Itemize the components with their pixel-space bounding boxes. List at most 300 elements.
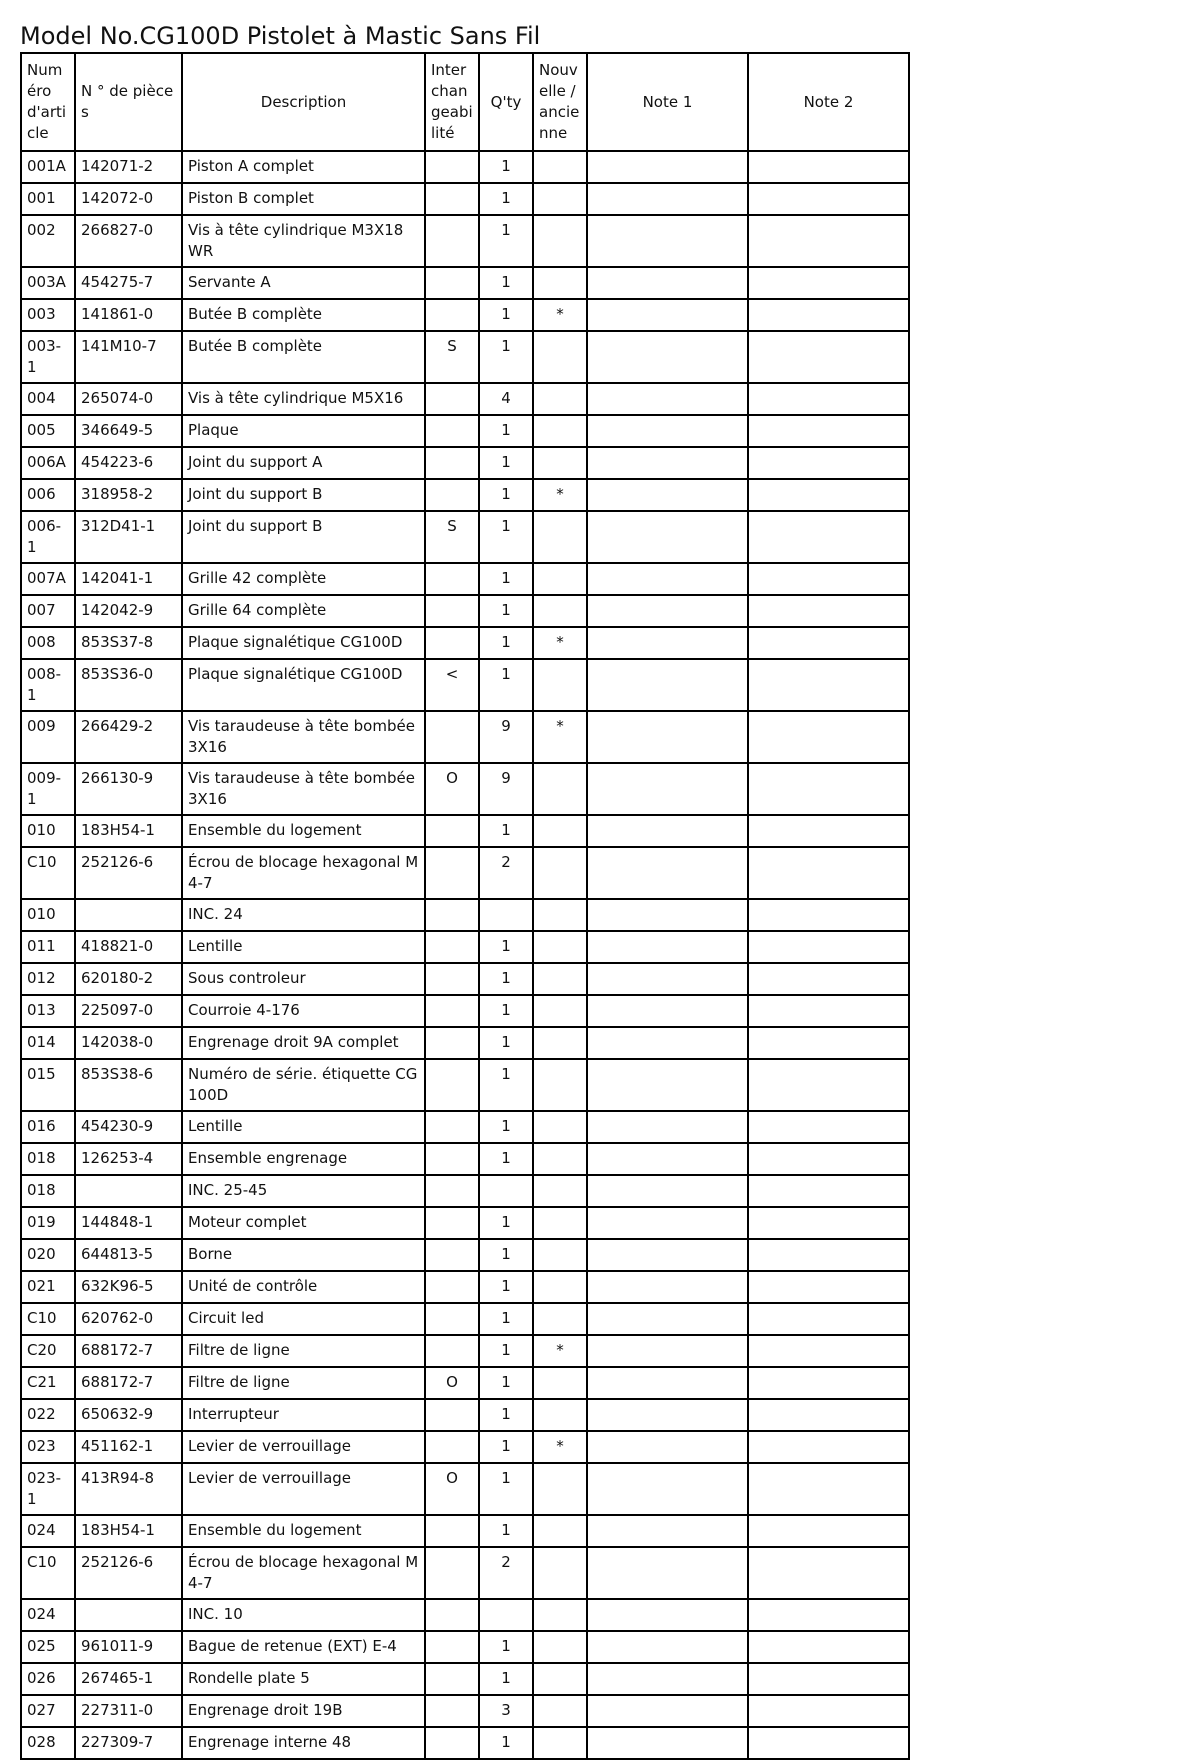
- table-row: [21, 1663, 909, 1695]
- description-cell: Lentille: [182, 1111, 425, 1143]
- new-old-cell: [533, 447, 587, 479]
- note-1-cell: [587, 151, 748, 183]
- note-2-cell: [748, 1663, 909, 1695]
- part-number-cell: 142042-9: [75, 595, 182, 627]
- description-cell: Ensemble du logement: [182, 815, 425, 847]
- table-row: [21, 447, 909, 479]
- item-number-cell: 020: [21, 1239, 75, 1271]
- interchangeability-cell: [425, 1303, 479, 1335]
- table-row: [21, 331, 909, 383]
- interchangeability-cell: [425, 215, 479, 267]
- note-2-cell: [748, 511, 909, 563]
- part-number-cell: 620180-2: [75, 963, 182, 995]
- note-1-cell: [587, 563, 748, 595]
- table-row: [21, 183, 909, 215]
- note-1-cell: [587, 1027, 748, 1059]
- new-old-cell: [533, 815, 587, 847]
- note-1-cell: [587, 995, 748, 1027]
- new-old-cell: [533, 1239, 587, 1271]
- item-number-cell: 013: [21, 995, 75, 1027]
- description-cell: Ensemble du logement: [182, 1515, 425, 1547]
- note-2-cell: [748, 1239, 909, 1271]
- header-item-number: Numéro d'article: [21, 53, 75, 151]
- note-2-cell: [748, 1631, 909, 1663]
- note-2-cell: [748, 1027, 909, 1059]
- table-row: [21, 1599, 909, 1631]
- part-number-cell: 142041-1: [75, 563, 182, 595]
- item-number-cell: 009-1: [21, 763, 75, 815]
- quantity-cell: 1: [479, 183, 533, 215]
- description-cell: Plaque: [182, 415, 425, 447]
- note-1-cell: [587, 595, 748, 627]
- quantity-cell: 1: [479, 1727, 533, 1759]
- description-cell: Filtre de ligne: [182, 1367, 425, 1399]
- interchangeability-cell: O: [425, 763, 479, 815]
- new-old-cell: [533, 931, 587, 963]
- description-cell: Piston A complet: [182, 151, 425, 183]
- item-number-cell: 014: [21, 1027, 75, 1059]
- interchangeability-cell: [425, 447, 479, 479]
- quantity-cell: 2: [479, 847, 533, 899]
- note-2-cell: [748, 1399, 909, 1431]
- new-old-cell: [533, 963, 587, 995]
- description-cell: Écrou de blocage hexagonal M4-7: [182, 847, 425, 899]
- part-number-cell: 853S38-6: [75, 1059, 182, 1111]
- interchangeability-cell: [425, 1599, 479, 1631]
- description-cell: Interrupteur: [182, 1399, 425, 1431]
- quantity-cell: 1: [479, 815, 533, 847]
- quantity-cell: 1: [479, 415, 533, 447]
- part-number-cell: 266827-0: [75, 215, 182, 267]
- table-row: [21, 1695, 909, 1727]
- item-number-cell: 001A: [21, 151, 75, 183]
- note-1-cell: [587, 1303, 748, 1335]
- table-row: [21, 763, 909, 815]
- quantity-cell: 1: [479, 1207, 533, 1239]
- description-cell: Levier de verrouillage: [182, 1463, 425, 1515]
- note-1-cell: [587, 763, 748, 815]
- new-old-cell: *: [533, 1431, 587, 1463]
- quantity-cell: 1: [479, 627, 533, 659]
- part-number-cell: 650632-9: [75, 1399, 182, 1431]
- interchangeability-cell: [425, 183, 479, 215]
- table-row: [21, 1431, 909, 1463]
- item-number-cell: 004: [21, 383, 75, 415]
- item-number-cell: 010: [21, 815, 75, 847]
- description-cell: Joint du support A: [182, 447, 425, 479]
- note-2-cell: [748, 627, 909, 659]
- interchangeability-cell: [425, 995, 479, 1027]
- quantity-cell: 1: [479, 215, 533, 267]
- description-cell: Filtre de ligne: [182, 1335, 425, 1367]
- table-row: [21, 1143, 909, 1175]
- new-old-cell: [533, 1463, 587, 1515]
- part-number-cell: 318958-2: [75, 479, 182, 511]
- note-2-cell: [748, 563, 909, 595]
- interchangeability-cell: [425, 1631, 479, 1663]
- item-number-cell: 006A: [21, 447, 75, 479]
- quantity-cell: 1: [479, 1027, 533, 1059]
- quantity-cell: 1: [479, 479, 533, 511]
- part-number-cell: 961011-9: [75, 1631, 182, 1663]
- note-1-cell: [587, 331, 748, 383]
- item-number-cell: 021: [21, 1271, 75, 1303]
- interchangeability-cell: [425, 1399, 479, 1431]
- new-old-cell: [533, 763, 587, 815]
- description-cell: Grille 42 complète: [182, 563, 425, 595]
- table-row: [21, 151, 909, 183]
- quantity-cell: 1: [479, 1271, 533, 1303]
- part-number-cell: 225097-0: [75, 995, 182, 1027]
- part-number-cell: 454230-9: [75, 1111, 182, 1143]
- note-1-cell: [587, 1663, 748, 1695]
- part-number-cell: 853S36-0: [75, 659, 182, 711]
- parts-table: [20, 52, 910, 1760]
- interchangeability-cell: [425, 479, 479, 511]
- note-2-cell: [748, 1727, 909, 1759]
- quantity-cell: 3: [479, 1695, 533, 1727]
- table-row: [21, 1727, 909, 1759]
- quantity-cell: [479, 1599, 533, 1631]
- new-old-cell: [533, 1027, 587, 1059]
- part-number-cell: 644813-5: [75, 1239, 182, 1271]
- quantity-cell: 1: [479, 1239, 533, 1271]
- description-cell: Joint du support B: [182, 511, 425, 563]
- note-1-cell: [587, 511, 748, 563]
- table-row: [21, 1367, 909, 1399]
- description-cell: INC. 25-45: [182, 1175, 425, 1207]
- description-cell: Moteur complet: [182, 1207, 425, 1239]
- table-row: [21, 1059, 909, 1111]
- description-cell: Plaque signalétique CG100D: [182, 627, 425, 659]
- note-1-cell: [587, 1547, 748, 1599]
- note-1-cell: [587, 383, 748, 415]
- table-row: [21, 1631, 909, 1663]
- item-number-cell: 018: [21, 1175, 75, 1207]
- new-old-cell: [533, 1547, 587, 1599]
- interchangeability-cell: S: [425, 511, 479, 563]
- item-number-cell: 024: [21, 1599, 75, 1631]
- note-1-cell: [587, 183, 748, 215]
- interchangeability-cell: [425, 1271, 479, 1303]
- part-number-cell: 252126-6: [75, 1547, 182, 1599]
- part-number-cell: 267465-1: [75, 1663, 182, 1695]
- quantity-cell: 1: [479, 1631, 533, 1663]
- quantity-cell: 2: [479, 1547, 533, 1599]
- part-number-cell: 418821-0: [75, 931, 182, 963]
- new-old-cell: [533, 1207, 587, 1239]
- interchangeability-cell: [425, 1059, 479, 1111]
- interchangeability-cell: [425, 1515, 479, 1547]
- item-number-cell: C10: [21, 1547, 75, 1599]
- quantity-cell: 9: [479, 763, 533, 815]
- item-number-cell: 008-1: [21, 659, 75, 711]
- new-old-cell: [533, 659, 587, 711]
- note-2-cell: [748, 415, 909, 447]
- note-1-cell: [587, 963, 748, 995]
- part-number-cell: 688172-7: [75, 1335, 182, 1367]
- interchangeability-cell: [425, 1207, 479, 1239]
- quantity-cell: 1: [479, 963, 533, 995]
- note-2-cell: [748, 479, 909, 511]
- part-number-cell: 312D41-1: [75, 511, 182, 563]
- quantity-cell: 1: [479, 563, 533, 595]
- table-row: [21, 1175, 909, 1207]
- interchangeability-cell: [425, 847, 479, 899]
- note-2-cell: [748, 183, 909, 215]
- part-number-cell: 454275-7: [75, 267, 182, 299]
- part-number-cell: 142071-2: [75, 151, 182, 183]
- new-old-cell: [533, 415, 587, 447]
- note-1-cell: [587, 1111, 748, 1143]
- note-2-cell: [748, 1207, 909, 1239]
- description-cell: Servante A: [182, 267, 425, 299]
- table-row: [21, 1239, 909, 1271]
- note-2-cell: [748, 1175, 909, 1207]
- new-old-cell: [533, 383, 587, 415]
- header-part-number: N ° de pièces: [75, 53, 182, 151]
- new-old-cell: [533, 847, 587, 899]
- item-number-cell: 026: [21, 1663, 75, 1695]
- item-number-cell: 010: [21, 899, 75, 931]
- table-row: [21, 711, 909, 763]
- note-1-cell: [587, 899, 748, 931]
- part-number-cell: 632K96-5: [75, 1271, 182, 1303]
- description-cell: Écrou de blocage hexagonal M4-7: [182, 1547, 425, 1599]
- header-note-1: Note 1: [587, 53, 748, 151]
- new-old-cell: [533, 1303, 587, 1335]
- description-cell: Sous controleur: [182, 963, 425, 995]
- quantity-cell: 1: [479, 1463, 533, 1515]
- header-interchangeability: Interchangeabilité: [425, 53, 479, 151]
- quantity-cell: 1: [479, 447, 533, 479]
- note-2-cell: [748, 299, 909, 331]
- new-old-cell: [533, 331, 587, 383]
- note-2-cell: [748, 931, 909, 963]
- interchangeability-cell: O: [425, 1367, 479, 1399]
- note-2-cell: [748, 1463, 909, 1515]
- quantity-cell: 1: [479, 1367, 533, 1399]
- note-2-cell: [748, 1143, 909, 1175]
- interchangeability-cell: <: [425, 659, 479, 711]
- interchangeability-cell: [425, 299, 479, 331]
- note-2-cell: [748, 1303, 909, 1335]
- quantity-cell: [479, 1175, 533, 1207]
- note-1-cell: [587, 627, 748, 659]
- part-number-cell: 853S37-8: [75, 627, 182, 659]
- table-row: [21, 1303, 909, 1335]
- table-row: [21, 1399, 909, 1431]
- interchangeability-cell: [425, 151, 479, 183]
- page-title: Model No.CG100D Pistolet à Mastic Sans Fil: [20, 22, 541, 50]
- note-1-cell: [587, 1631, 748, 1663]
- quantity-cell: [479, 899, 533, 931]
- description-cell: Plaque signalétique CG100D: [182, 659, 425, 711]
- note-2-cell: [748, 763, 909, 815]
- part-number-cell: 183H54-1: [75, 1515, 182, 1547]
- header-note-2: Note 2: [748, 53, 909, 151]
- item-number-cell: 024: [21, 1515, 75, 1547]
- part-number-cell: [75, 899, 182, 931]
- part-number-cell: 227309-7: [75, 1727, 182, 1759]
- description-cell: Vis taraudeuse à tête bombée 3X16: [182, 763, 425, 815]
- new-old-cell: [533, 1143, 587, 1175]
- note-1-cell: [587, 1207, 748, 1239]
- part-number-cell: 141861-0: [75, 299, 182, 331]
- table-row: [21, 215, 909, 267]
- interchangeability-cell: [425, 711, 479, 763]
- note-2-cell: [748, 215, 909, 267]
- table-row: [21, 511, 909, 563]
- part-number-cell: 144848-1: [75, 1207, 182, 1239]
- item-number-cell: 015: [21, 1059, 75, 1111]
- table-row: [21, 1515, 909, 1547]
- table-row: [21, 563, 909, 595]
- note-2-cell: [748, 1547, 909, 1599]
- note-1-cell: [587, 847, 748, 899]
- note-2-cell: [748, 995, 909, 1027]
- part-number-cell: [75, 1599, 182, 1631]
- note-1-cell: [587, 1727, 748, 1759]
- note-2-cell: [748, 267, 909, 299]
- part-number-cell: 183H54-1: [75, 815, 182, 847]
- quantity-cell: 1: [479, 1111, 533, 1143]
- new-old-cell: [533, 1367, 587, 1399]
- interchangeability-cell: [425, 1239, 479, 1271]
- note-1-cell: [587, 1367, 748, 1399]
- interchangeability-cell: [425, 383, 479, 415]
- quantity-cell: 1: [479, 1335, 533, 1367]
- note-2-cell: [748, 1695, 909, 1727]
- part-number-cell: 252126-6: [75, 847, 182, 899]
- description-cell: Vis à tête cylindrique M5X16: [182, 383, 425, 415]
- interchangeability-cell: [425, 1335, 479, 1367]
- note-2-cell: [748, 331, 909, 383]
- item-number-cell: 012: [21, 963, 75, 995]
- item-number-cell: 008: [21, 627, 75, 659]
- item-number-cell: 027: [21, 1695, 75, 1727]
- note-1-cell: [587, 1515, 748, 1547]
- quantity-cell: 9: [479, 711, 533, 763]
- interchangeability-cell: [425, 899, 479, 931]
- table-row: [21, 415, 909, 447]
- description-cell: INC. 24: [182, 899, 425, 931]
- part-number-cell: 688172-7: [75, 1367, 182, 1399]
- item-number-cell: C20: [21, 1335, 75, 1367]
- note-2-cell: [748, 711, 909, 763]
- new-old-cell: *: [533, 299, 587, 331]
- quantity-cell: 1: [479, 511, 533, 563]
- item-number-cell: 025: [21, 1631, 75, 1663]
- table-row: [21, 595, 909, 627]
- table-row: [21, 1207, 909, 1239]
- description-cell: Borne: [182, 1239, 425, 1271]
- table-row: [21, 659, 909, 711]
- interchangeability-cell: [425, 1111, 479, 1143]
- note-2-cell: [748, 383, 909, 415]
- item-number-cell: 001: [21, 183, 75, 215]
- item-number-cell: 016: [21, 1111, 75, 1143]
- note-2-cell: [748, 1335, 909, 1367]
- interchangeability-cell: [425, 1175, 479, 1207]
- part-number-cell: 346649-5: [75, 415, 182, 447]
- description-cell: Engrenage droit 9A complet: [182, 1027, 425, 1059]
- parts-table-body: [21, 151, 909, 1759]
- description-cell: Bague de retenue (EXT) E-4: [182, 1631, 425, 1663]
- interchangeability-cell: [425, 1727, 479, 1759]
- description-cell: Engrenage droit 19B: [182, 1695, 425, 1727]
- item-number-cell: C10: [21, 1303, 75, 1335]
- table-row: [21, 899, 909, 931]
- new-old-cell: [533, 1111, 587, 1143]
- table-row: [21, 963, 909, 995]
- note-2-cell: [748, 1515, 909, 1547]
- new-old-cell: [533, 563, 587, 595]
- item-number-cell: 002: [21, 215, 75, 267]
- new-old-cell: *: [533, 1335, 587, 1367]
- quantity-cell: 1: [479, 267, 533, 299]
- table-row: [21, 299, 909, 331]
- new-old-cell: [533, 183, 587, 215]
- new-old-cell: [533, 1271, 587, 1303]
- part-number-cell: 266429-2: [75, 711, 182, 763]
- new-old-cell: [533, 1175, 587, 1207]
- part-number-cell: [75, 1175, 182, 1207]
- note-2-cell: [748, 815, 909, 847]
- table-row: [21, 1027, 909, 1059]
- note-1-cell: [587, 1399, 748, 1431]
- description-cell: Numéro de série. étiquette CG100D: [182, 1059, 425, 1111]
- new-old-cell: [533, 215, 587, 267]
- item-number-cell: 006: [21, 479, 75, 511]
- part-number-cell: 413R94-8: [75, 1463, 182, 1515]
- interchangeability-cell: [425, 1547, 479, 1599]
- description-cell: Levier de verrouillage: [182, 1431, 425, 1463]
- description-cell: Lentille: [182, 931, 425, 963]
- part-number-cell: 451162-1: [75, 1431, 182, 1463]
- item-number-cell: 003: [21, 299, 75, 331]
- item-number-cell: 028: [21, 1727, 75, 1759]
- interchangeability-cell: [425, 1027, 479, 1059]
- quantity-cell: 1: [479, 1143, 533, 1175]
- table-row: [21, 815, 909, 847]
- note-1-cell: [587, 1335, 748, 1367]
- table-row: [21, 1271, 909, 1303]
- description-cell: Ensemble engrenage: [182, 1143, 425, 1175]
- note-1-cell: [587, 267, 748, 299]
- item-number-cell: 022: [21, 1399, 75, 1431]
- quantity-cell: 1: [479, 1663, 533, 1695]
- quantity-cell: 1: [479, 595, 533, 627]
- note-2-cell: [748, 1271, 909, 1303]
- interchangeability-cell: [425, 1663, 479, 1695]
- description-cell: Butée B complète: [182, 331, 425, 383]
- interchangeability-cell: [425, 963, 479, 995]
- note-1-cell: [587, 215, 748, 267]
- quantity-cell: 1: [479, 151, 533, 183]
- description-cell: Unité de contrôle: [182, 1271, 425, 1303]
- new-old-cell: [533, 595, 587, 627]
- description-cell: Butée B complète: [182, 299, 425, 331]
- description-cell: Circuit led: [182, 1303, 425, 1335]
- quantity-cell: 1: [479, 299, 533, 331]
- part-number-cell: 620762-0: [75, 1303, 182, 1335]
- part-number-cell: 142072-0: [75, 183, 182, 215]
- interchangeability-cell: [425, 931, 479, 963]
- note-1-cell: [587, 1695, 748, 1727]
- note-2-cell: [748, 1367, 909, 1399]
- table-row: [21, 931, 909, 963]
